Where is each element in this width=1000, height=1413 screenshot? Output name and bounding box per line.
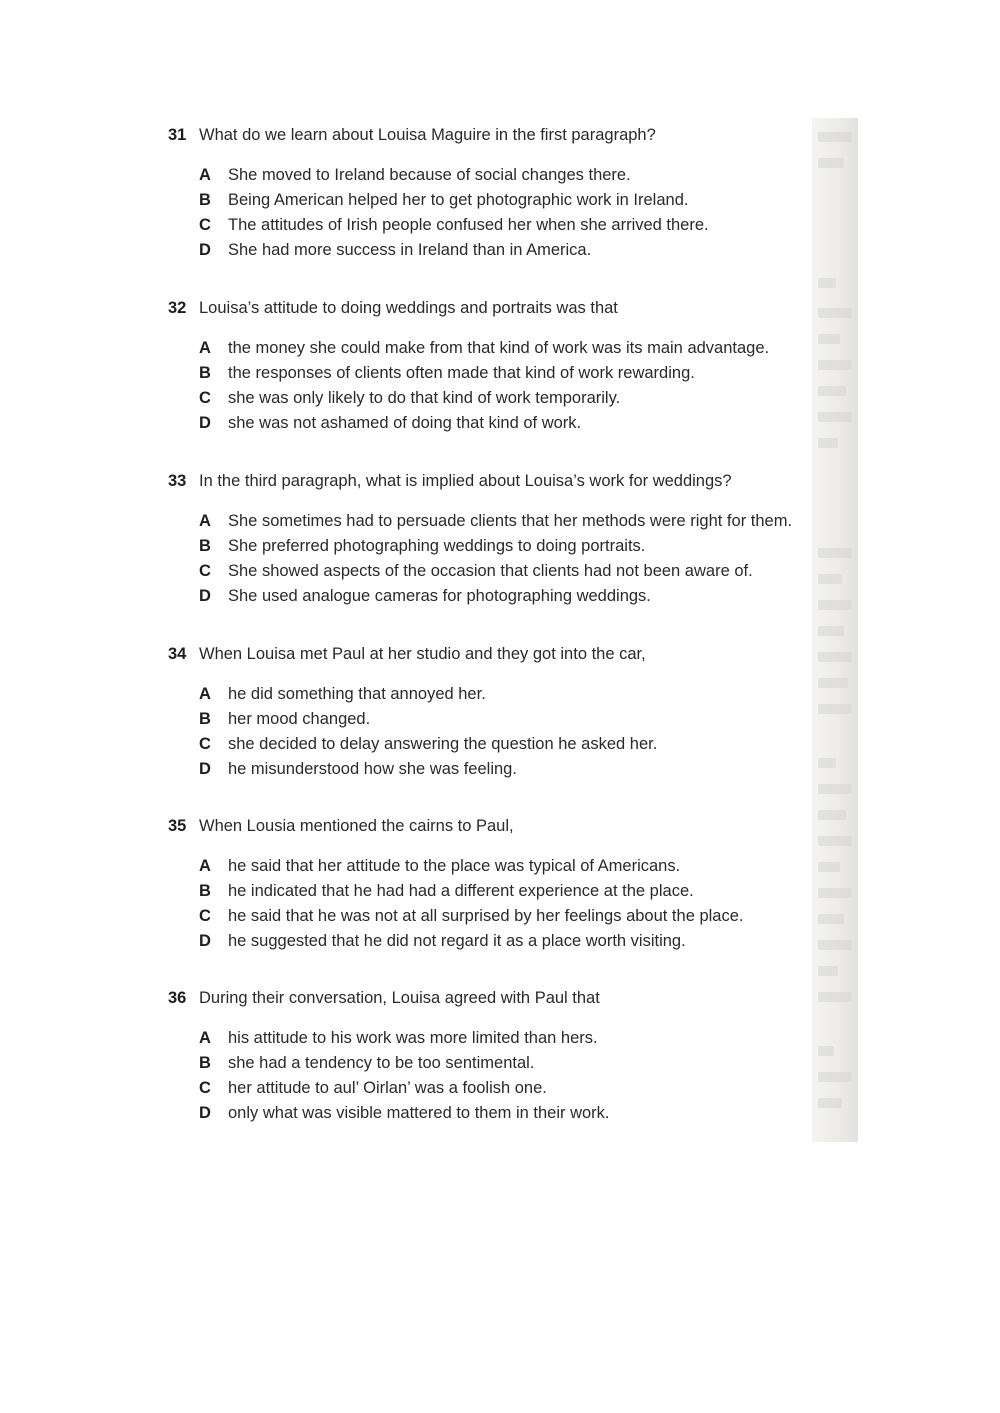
- option-text: he said that he was not at all surprised by her feelings about the place.: [228, 907, 744, 925]
- option-letter: B: [199, 1054, 211, 1072]
- option-text: She sometimes had to persuade clients that her methods were right for them.: [228, 512, 793, 530]
- facing-page-smudge: [818, 966, 838, 976]
- option-letter: B: [199, 537, 211, 555]
- option-c[interactable]: [199, 1076, 848, 1101]
- option-letter: C: [199, 735, 211, 753]
- question-stem: [168, 470, 848, 492]
- question-stem: [168, 987, 848, 1009]
- option-a[interactable]: [199, 336, 848, 361]
- option-text: She preferred photographing weddings to doing portraits.: [228, 537, 646, 555]
- question-number: 31: [168, 126, 187, 144]
- option-text: She used analogue cameras for photographing weddings.: [228, 587, 651, 605]
- option-b[interactable]: [199, 534, 848, 559]
- question-31: [168, 124, 848, 263]
- answer-options: [199, 854, 848, 954]
- option-c[interactable]: [199, 904, 848, 929]
- option-text: the responses of clients often made that kind of work rewarding.: [228, 364, 695, 382]
- option-letter: A: [199, 857, 211, 875]
- option-b[interactable]: [199, 361, 848, 386]
- option-letter: B: [199, 191, 211, 209]
- option-c[interactable]: [199, 213, 848, 238]
- option-letter: D: [199, 414, 211, 432]
- question-stem: [168, 815, 848, 837]
- option-text: he indicated that he had had a different experience at the place.: [228, 882, 694, 900]
- option-text: he misunderstood how she was feeling.: [228, 760, 517, 778]
- answer-options: [199, 163, 848, 263]
- answer-options: [199, 509, 848, 609]
- option-a[interactable]: [199, 1026, 848, 1051]
- option-d[interactable]: [199, 238, 848, 263]
- option-letter: C: [199, 907, 211, 925]
- option-text: he said that her attitude to the place was typical of Americans.: [228, 857, 681, 875]
- option-text: The attitudes of Irish people confused her when she arrived there.: [228, 216, 709, 234]
- question-33: [168, 470, 848, 609]
- option-letter: C: [199, 216, 211, 234]
- question-stem: [168, 643, 848, 665]
- question-text: When Lousia mentioned the cairns to Paul,: [199, 817, 514, 835]
- option-text: she was only likely to do that kind of work temporarily.: [228, 389, 621, 407]
- facing-page-smudge: [818, 438, 838, 448]
- option-letter: A: [199, 339, 211, 357]
- option-letter: D: [199, 1104, 211, 1122]
- option-letter: C: [199, 562, 211, 580]
- option-c[interactable]: [199, 559, 848, 584]
- option-a[interactable]: [199, 509, 848, 534]
- question-number: 32: [168, 299, 187, 317]
- question-text: When Louisa met Paul at her studio and they got into the car,: [199, 645, 646, 663]
- option-a[interactable]: [199, 163, 848, 188]
- answer-options: [199, 1026, 848, 1126]
- question-number: 33: [168, 472, 187, 490]
- question-34: [168, 643, 848, 782]
- option-d[interactable]: [199, 411, 848, 436]
- option-c[interactable]: [199, 386, 848, 411]
- answer-options: [199, 682, 848, 782]
- question-number: 35: [168, 817, 187, 835]
- option-letter: A: [199, 1029, 211, 1047]
- option-letter: D: [199, 760, 211, 778]
- question-text: Louisa’s attitude to doing weddings and portraits was that: [199, 299, 618, 317]
- option-text: She had more success in Ireland than in America.: [228, 241, 592, 259]
- question-number: 36: [168, 989, 187, 1007]
- question-number: 34: [168, 645, 187, 663]
- option-text: She moved to Ireland because of social changes there.: [228, 166, 631, 184]
- question-stem: [168, 124, 848, 146]
- option-text: she was not ashamed of doing that kind of work.: [228, 414, 582, 432]
- option-letter: A: [199, 166, 211, 184]
- option-letter: D: [199, 932, 211, 950]
- option-text: she had a tendency to be too sentimental.: [228, 1054, 535, 1072]
- option-b[interactable]: [199, 879, 848, 904]
- question-text: During their conversation, Louisa agreed with Paul that: [199, 989, 600, 1007]
- facing-page-smudge: [818, 278, 836, 288]
- option-d[interactable]: [199, 757, 848, 782]
- option-letter: C: [199, 389, 211, 407]
- option-letter: A: [199, 685, 211, 703]
- option-letter: B: [199, 882, 211, 900]
- option-d[interactable]: [199, 929, 848, 954]
- option-letter: B: [199, 364, 211, 382]
- option-letter: C: [199, 1079, 211, 1097]
- question-36: [168, 987, 848, 1126]
- option-text: he suggested that he did not regard it as a place worth visiting.: [228, 932, 686, 950]
- option-text: he did something that annoyed her.: [228, 685, 486, 703]
- option-a[interactable]: [199, 682, 848, 707]
- option-text: Being American helped her to get photographic work in Ireland.: [228, 191, 689, 209]
- option-text: her attitude to aul’ Oirlan’ was a foolish one.: [228, 1079, 547, 1097]
- option-text: his attitude to his work was more limited than hers.: [228, 1029, 598, 1047]
- question-32: [168, 297, 848, 436]
- option-letter: D: [199, 587, 211, 605]
- option-d[interactable]: [199, 584, 848, 609]
- option-letter: B: [199, 710, 211, 728]
- answer-options: [199, 336, 848, 436]
- question-text: In the third paragraph, what is implied about Louisa’s work for weddings?: [199, 472, 732, 490]
- option-d[interactable]: [199, 1101, 848, 1126]
- facing-page-smudge: [818, 784, 852, 794]
- option-a[interactable]: [199, 854, 848, 879]
- option-b[interactable]: [199, 707, 848, 732]
- option-text: She showed aspects of the occasion that clients had not been aware of.: [228, 562, 753, 580]
- option-text: the money she could make from that kind of work was its main advantage.: [228, 339, 770, 357]
- question-stem: [168, 297, 848, 319]
- option-b[interactable]: [199, 188, 848, 213]
- option-letter: D: [199, 241, 211, 259]
- option-b[interactable]: [199, 1051, 848, 1076]
- question-35: [168, 815, 848, 954]
- question-text: What do we learn about Louisa Maguire in the first paragraph?: [199, 126, 656, 144]
- option-text: her mood changed.: [228, 710, 371, 728]
- facing-page-smudge: [818, 626, 844, 636]
- option-letter: A: [199, 512, 211, 530]
- option-text: only what was visible mattered to them in their work.: [228, 1104, 610, 1122]
- option-text: she decided to delay answering the question he asked her.: [228, 735, 658, 753]
- option-c[interactable]: [199, 732, 848, 757]
